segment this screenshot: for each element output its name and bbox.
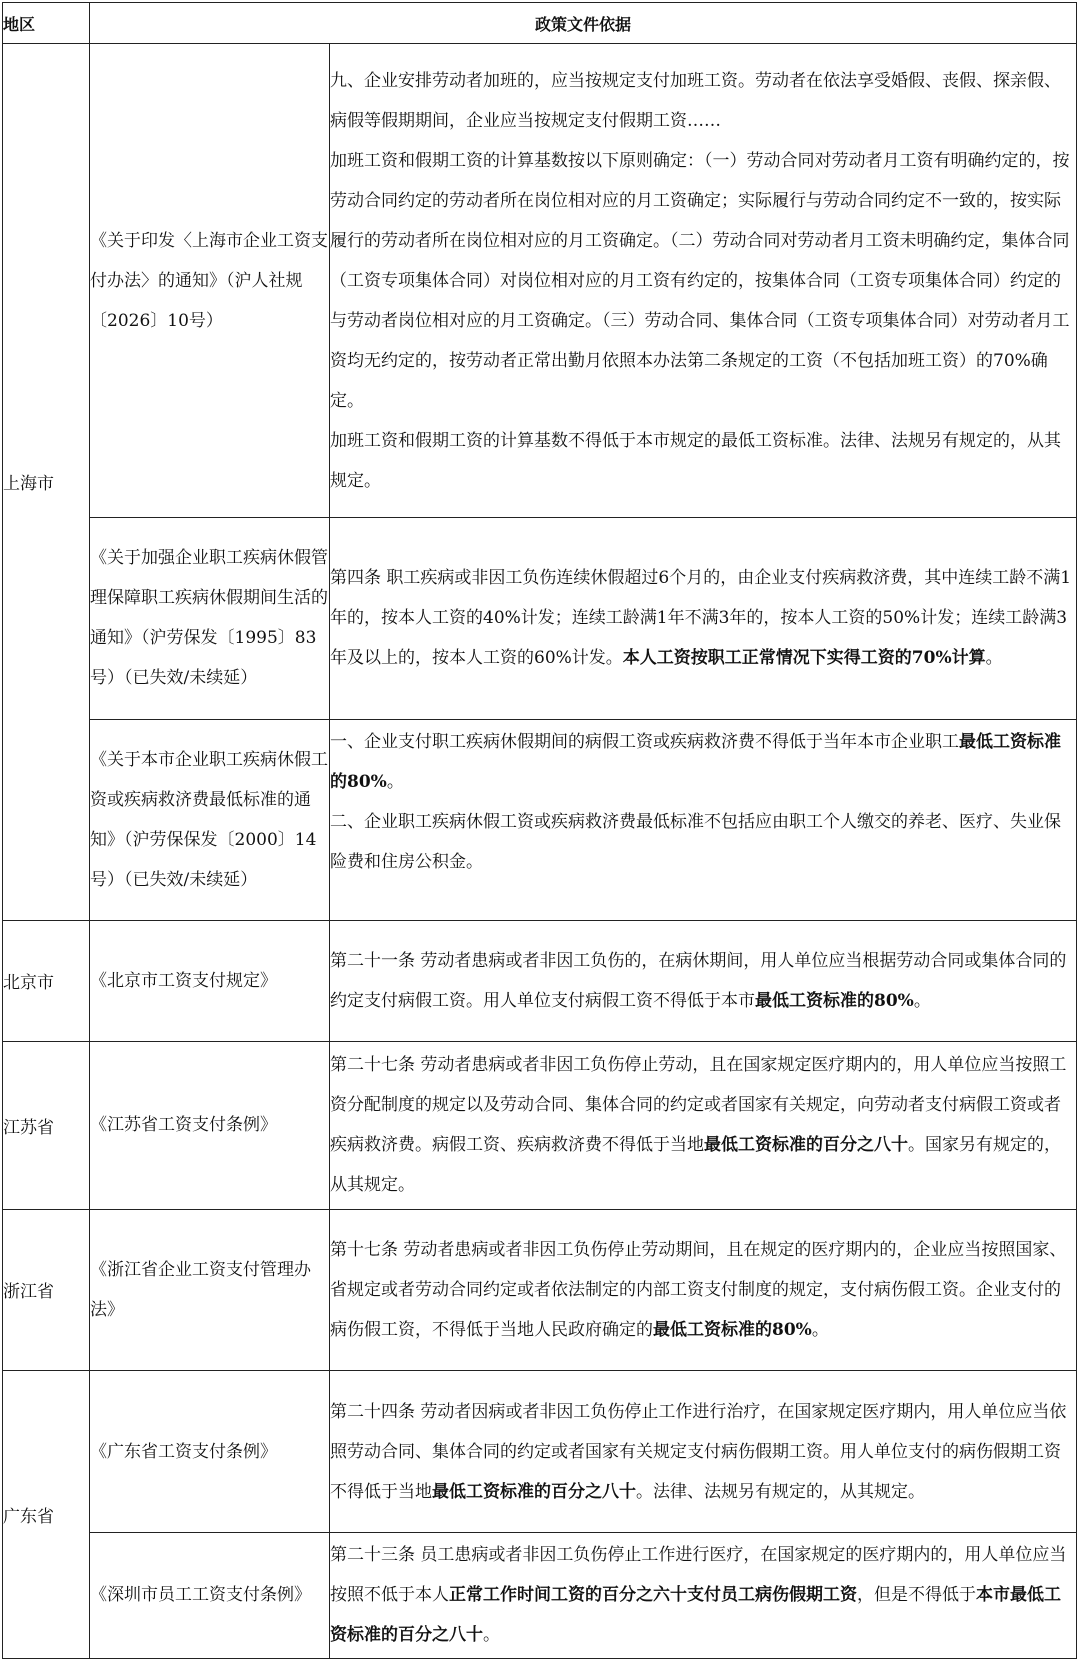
document-title: 《关于加强企业职工疾病休假管理保障职工疾病休假期间生活的通知》（沪劳保发〔1995〕83号）（已失效/未续延） bbox=[90, 518, 330, 719]
paragraph: 第二十一条 劳动者患病或者非因工负伤的，在病休期间，用人单位应当根据劳动合同或集体合同的约定支付病假工资。用人单位支付病假工资不得低于本市最低工资标准的80%。 bbox=[330, 950, 1067, 1011]
region-cell: 北京市 bbox=[3, 920, 90, 1041]
table-row bbox=[3, 1041, 1077, 1209]
policy-text bbox=[330, 518, 1077, 719]
paragraph: 第四条 职工疾病或非因工负伤连续休假超过6个月的，由企业支付疾病救济费，其中连续工龄不满1年的，按本人工资的40%计发；连续工龄满1年不满3年的，按本人工资的50%计发；连续工龄满3年及以上的，按本人工资的60%计发。本人工资按职工正常情况下实得工资的70%计算。 bbox=[330, 568, 1072, 669]
bold-emphasis: 最低工资标准的百分之八十 bbox=[704, 1135, 908, 1156]
region-cell: 江苏省 bbox=[3, 1041, 90, 1209]
document-title: 《江苏省工资支付条例》 bbox=[90, 1041, 330, 1209]
paragraph: 加班工资和假期工资的计算基数不得低于本市规定的最低工资标准。法律、法规另有规定的，从其规定。 bbox=[330, 430, 1061, 491]
document-title: 《深圳市员工工资支付条例》 bbox=[90, 1532, 330, 1658]
policy-text bbox=[330, 1371, 1077, 1533]
paragraph: 第十七条 劳动者患病或者非因工负伤停止劳动期间，且在规定的医疗期内的，企业应当按照国家、省规定或者劳动合同约定或者依法制定的内部工资支付制度的规定，支付病伤假工资。企业支付的病伤假工资，不得低于当地人民政府确定的最低工资标准的80%。 bbox=[330, 1239, 1067, 1340]
bold-emphasis: 最低工资标准的80% bbox=[653, 1319, 812, 1340]
document-title: 《北京市工资支付规定》 bbox=[90, 920, 330, 1041]
table-row bbox=[3, 1532, 1077, 1658]
policy-text bbox=[330, 719, 1077, 920]
document-title: 《浙江省企业工资支付管理办法》 bbox=[90, 1209, 330, 1371]
bold-emphasis: 正常工作时间工资的百分之六十支付员工病伤假期工资 bbox=[449, 1585, 857, 1606]
table-row bbox=[3, 44, 1077, 518]
region-cell: 广东省 bbox=[3, 1371, 90, 1659]
table-row bbox=[3, 719, 1077, 920]
table-row bbox=[3, 518, 1077, 719]
paragraph: 二、企业职工疾病休假工资或疾病救济费最低标准不包括应由职工个人缴交的养老、医疗、失业保险费和住房公积金。 bbox=[330, 811, 1061, 872]
table-row bbox=[3, 1371, 1077, 1533]
policy-text bbox=[330, 1209, 1077, 1371]
policy-text bbox=[330, 1041, 1077, 1209]
bold-emphasis: 本市最低工资标准的百分之八十 bbox=[330, 1585, 1061, 1646]
bold-emphasis: 本人工资按职工正常情况下实得工资的70%计算 bbox=[622, 648, 986, 669]
table-row bbox=[3, 1209, 1077, 1371]
paragraph: 加班工资和假期工资的计算基数按以下原则确定：（一）劳动合同对劳动者月工资有明确约定的，按劳动合同约定的劳动者所在岗位相对应的月工资确定；实际履行与劳动合同约定不一致的，按实际履行的劳动者所在岗位相对应的月工资确定。（二）劳动合同对劳动者月工资未明确约定，集体合同（工资专项集体合同）对岗位相对应的月工资有约定的，按集体合同（工资专项集体合同）约定的与劳动者岗位相对应的月工资确定。（三）劳动合同、集体合同（工资专项集体合同）对劳动者月工资均无约定的，按劳动者正常出勤月依照本办法第二条规定的工资（不包括加班工资）的70%确定。 bbox=[330, 150, 1070, 411]
document-title: 《关于印发〈上海市企业工资支付办法〉的通知》（沪人社规〔2026〕10号） bbox=[90, 44, 330, 518]
paragraph: 第二十四条 劳动者因病或者非因工负伤停止工作进行治疗，在国家规定医疗期内，用人单位应当依照劳动合同、集体合同的约定或者国家有关规定支付病伤假期工资。用人单位支付的病伤假期工资不得低于当地最低工资标准的百分之八十。法律、法规另有规定的，从其规定。 bbox=[330, 1401, 1067, 1502]
region-cell: 浙江省 bbox=[3, 1209, 90, 1371]
region-cell: 上海市 bbox=[3, 44, 90, 921]
bold-emphasis: 最低工资标准的80% bbox=[755, 990, 914, 1011]
policy-text bbox=[330, 44, 1077, 518]
paragraph: 一、企业支付职工疾病休假期间的病假工资或疾病救济费不得低于当年本市企业职工最低工资标准的80%。 bbox=[330, 731, 1061, 792]
header-basis: 政策文件依据 bbox=[90, 3, 1077, 44]
paragraph: 第二十七条 劳动者患病或者非因工负伤停止劳动，且在国家规定医疗期内的，用人单位应当按照工资分配制度的规定以及劳动合同、集体合同的约定或者国家有关规定，向劳动者支付病假工资或者疾病救济费。病假工资、疾病救济费不得低于当地最低工资标准的百分之八十。国家另有规定的，从其规定。 bbox=[330, 1055, 1067, 1196]
header-region: 地区 bbox=[3, 3, 90, 44]
document-title: 《关于本市企业职工疾病休假工资或疾病救济费最低标准的通知》（沪劳保保发〔2000〕14号）（已失效/未续延） bbox=[90, 719, 330, 920]
table-row bbox=[3, 920, 1077, 1041]
header-row bbox=[3, 3, 1077, 44]
policy-text bbox=[330, 920, 1077, 1041]
paragraph: 九、企业安排劳动者加班的，应当按规定支付加班工资。劳动者在依法享受婚假、丧假、探亲假、病假等假期期间，企业应当按规定支付假期工资…… bbox=[330, 70, 1061, 131]
policy-text bbox=[330, 1532, 1077, 1658]
bold-emphasis: 最低工资标准的80% bbox=[330, 731, 1061, 792]
paragraph: 第二十三条 员工患病或者非因工负伤停止工作进行医疗，在国家规定的医疗期内的，用人单位应当按照不低于本人正常工作时间工资的百分之六十支付员工病伤假期工资，但是不得低于本市最低工资标准的百分之八十。 bbox=[330, 1545, 1067, 1646]
policy-table bbox=[2, 2, 1077, 1659]
document-title: 《广东省工资支付条例》 bbox=[90, 1371, 330, 1533]
bold-emphasis: 最低工资标准的百分之八十 bbox=[432, 1481, 636, 1502]
